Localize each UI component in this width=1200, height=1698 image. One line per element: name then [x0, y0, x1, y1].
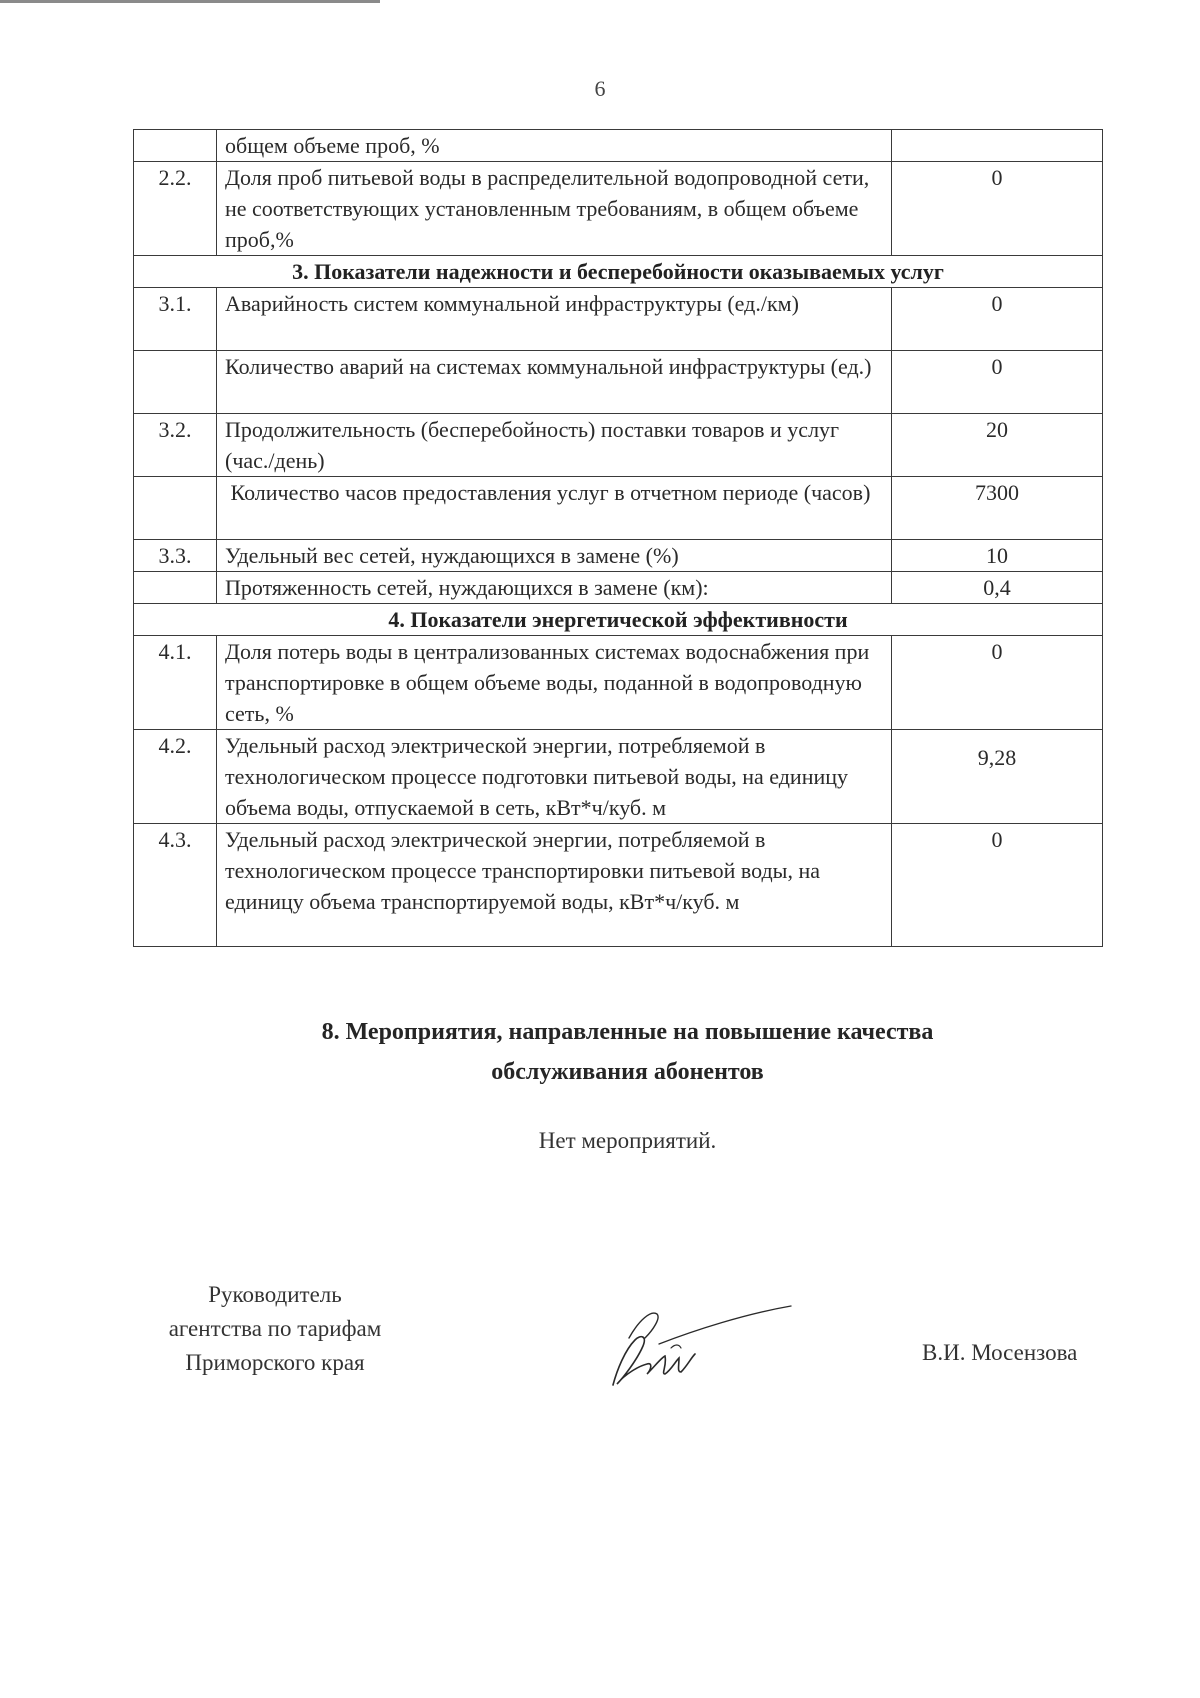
- section-title: 4. Показатели энергетической эффективности: [134, 604, 1103, 636]
- row-number: 2.2.: [134, 162, 217, 256]
- row-description: Продолжительность (бесперебойность) поставки товаров и услуг (час./день): [217, 414, 892, 477]
- row-value: 0: [892, 351, 1103, 414]
- signer-position: [130, 1278, 420, 1380]
- table-row: [134, 288, 1103, 351]
- table-row: [134, 540, 1103, 572]
- row-value: 7300: [892, 477, 1103, 540]
- row-number: 3.2.: [134, 414, 217, 477]
- table-row: [134, 824, 1103, 947]
- measures-text: Нет мероприятий.: [538, 1128, 717, 1153]
- row-description: общем объеме проб, %: [217, 130, 892, 162]
- row-description: Удельный вес сетей, нуждающихся в замене (%): [217, 540, 892, 572]
- row-number: 4.2.: [134, 730, 217, 824]
- row-number: 3.1.: [134, 288, 217, 351]
- row-description: Доля проб питьевой воды в распределительной водопроводной сети, не соответствующих установленным требованиям, в общем объеме проб,%: [217, 162, 892, 256]
- row-number: [134, 572, 217, 604]
- row-value: [892, 130, 1103, 162]
- section-title: 3. Показатели надежности и бесперебойности оказываемых услуг: [134, 256, 1103, 288]
- row-value: 20: [892, 414, 1103, 477]
- signer-name: В.И. Мосензова: [922, 1340, 1078, 1365]
- row-value: 10: [892, 540, 1103, 572]
- row-number: 4.3.: [134, 824, 217, 947]
- indicators-table: [133, 129, 1103, 947]
- row-number: 4.1.: [134, 636, 217, 730]
- row-value: 0: [892, 162, 1103, 256]
- signer-position-line: агентства по тарифам: [168, 1316, 382, 1341]
- table-row: [134, 351, 1103, 414]
- row-value: 0: [892, 288, 1103, 351]
- row-number: [134, 477, 217, 540]
- row-description: Аварийность систем коммунальной инфраструктуры (ед./км): [217, 288, 892, 351]
- row-description: Доля потерь воды в централизованных системах водоснабжения при транспортировке в общем объеме воды, поданной в водопроводную сеть, %: [217, 636, 892, 730]
- row-value: 0: [892, 824, 1103, 947]
- row-number: [134, 351, 217, 414]
- scan-edge-line: [0, 0, 380, 3]
- row-description: Протяженность сетей, нуждающихся в замене (км):: [217, 572, 892, 604]
- table-row: [134, 477, 1103, 540]
- measures-heading-line: 8. Мероприятия, направленные на повышение качества: [321, 1019, 934, 1045]
- row-value: 9,28: [892, 730, 1103, 824]
- row-description: Количество часов предоставления услуг в отчетном периоде (часов): [217, 477, 892, 540]
- row-number: 3.3.: [134, 540, 217, 572]
- measures-heading-line: обслуживания абонентов: [491, 1059, 764, 1085]
- measures-heading: [0, 1012, 1200, 1092]
- row-description: Количество аварий на системах коммунальной инфраструктуры (ед.): [217, 351, 892, 414]
- section-row: [134, 604, 1103, 636]
- row-value: 0,4: [892, 572, 1103, 604]
- row-description: Удельный расход электрической энергии, потребляемой в технологическом процессе транспортировки питьевой воды, на единицу объема транспортируемой воды, кВт*ч/куб. м: [217, 824, 892, 947]
- handwritten-signature: [595, 1300, 795, 1400]
- row-value: 0: [892, 636, 1103, 730]
- page-number: 6: [594, 76, 606, 101]
- table-row: [134, 636, 1103, 730]
- row-number: [134, 130, 217, 162]
- table-row: [134, 572, 1103, 604]
- signer-position-line: Приморского края: [185, 1350, 365, 1375]
- section-row: [134, 256, 1103, 288]
- row-description: Удельный расход электрической энергии, потребляемой в технологическом процессе подготовки питьевой воды, на единицу объема воды, отпускаемой в сеть, кВт*ч/куб. м: [217, 730, 892, 824]
- table-row: [134, 730, 1103, 824]
- table-row: [134, 414, 1103, 477]
- table-row: [134, 130, 1103, 162]
- table-row: [134, 162, 1103, 256]
- signer-position-line: Руководитель: [208, 1282, 342, 1307]
